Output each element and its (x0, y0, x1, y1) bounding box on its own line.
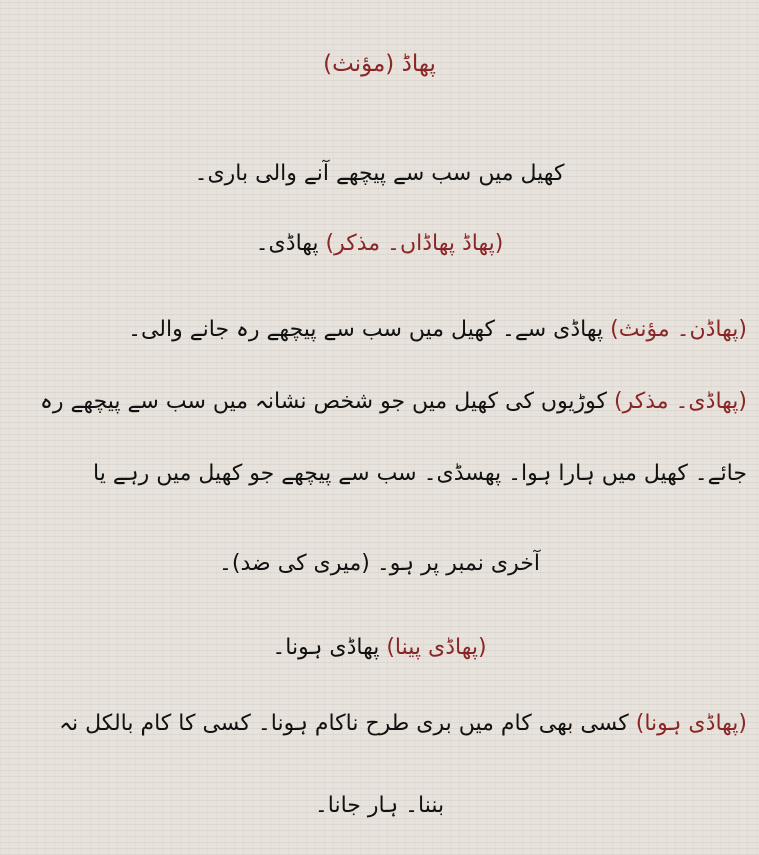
feminine-line (12, 314, 747, 346)
idiom-line-2-cont (12, 790, 747, 822)
plural-line (12, 228, 747, 260)
feminine-text: پھاڈی سے۔ کھیل میں سب سے پیچھے رہ جانے والی۔ (128, 317, 604, 342)
masculine-heading: (پھاڈی۔ مذکر) (614, 389, 747, 414)
entry-gender: (مؤنث) (323, 51, 395, 77)
masculine-text-cont: جائے۔ کھیل میں ہارا ہوا۔ پھسڈی۔ سب سے پیچھے جو کھیل میں رہے یا (93, 461, 747, 486)
idiom-text-2: کسی بھی کام میں بری طرح ناکام ہونا۔ کسی کا کام بالکل نہ (59, 711, 629, 736)
idiom-line-2 (12, 708, 747, 740)
plural-text: پھاڈی۔ (255, 231, 319, 256)
idiom-text-2-cont: بننا۔ ہار جانا۔ (314, 793, 445, 818)
entry-title (12, 48, 747, 80)
masculine-text-end: آخری نمبر پر ہو۔ (میری کی ضد)۔ (219, 551, 540, 576)
masculine-line-cont (12, 458, 747, 490)
idiom-line-1 (12, 632, 747, 664)
masculine-text: کوڑیوں کی کھیل میں جو شخص نشانہ میں سب سے پیچھے رہ (40, 389, 608, 414)
definition-line (12, 158, 747, 190)
idiom-text-1: پھاڈی ہونا۔ (272, 635, 380, 660)
idiom-heading-1: (پھاڈی پینا) (386, 635, 487, 660)
entry-word: پھاڈ (401, 51, 436, 77)
masculine-line (12, 386, 747, 418)
feminine-heading: (پھاڈن۔ مؤنث) (610, 317, 747, 342)
definition-text: کھیل میں سب سے پیچھے آنے والی باری۔ (194, 161, 565, 186)
masculine-line-end (12, 548, 747, 580)
plural-heading: (پھاڈ پھاڈاں۔ مذکر) (325, 231, 504, 256)
idiom-heading-2: (پھاڈی ہونا) (635, 711, 747, 736)
